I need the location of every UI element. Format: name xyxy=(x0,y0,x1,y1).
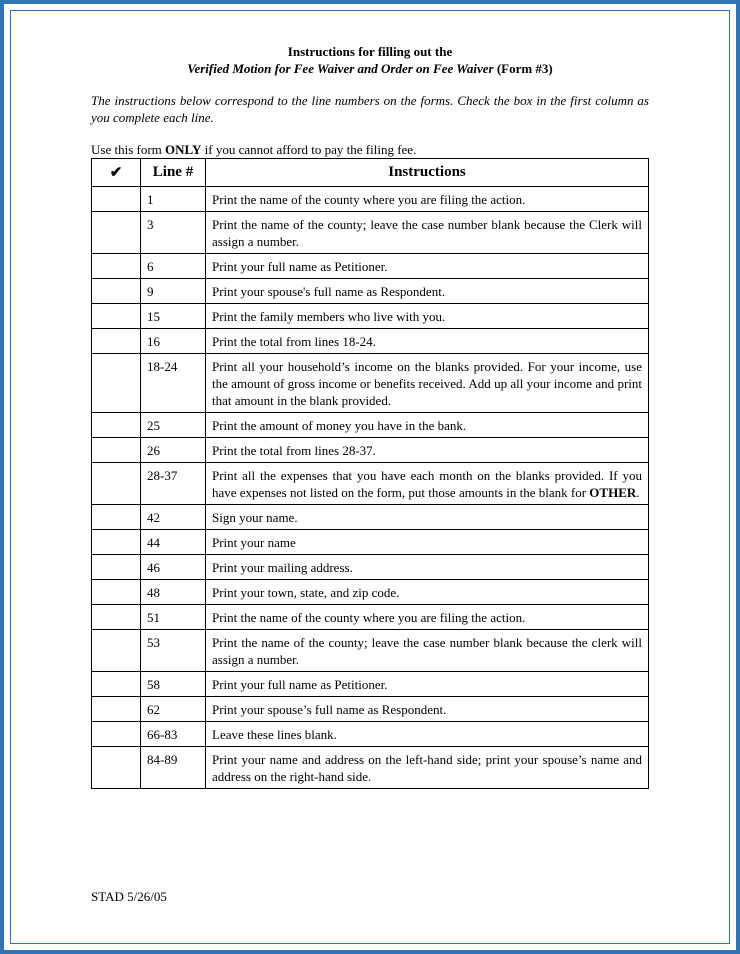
check-box-cell[interactable] xyxy=(92,187,141,212)
form-name-italic: Verified Motion for Fee Waiver and Order on Fee Waiver xyxy=(187,61,494,76)
instruction-text: Print the name of the county where you are filing the action. xyxy=(212,192,526,207)
instruction-text: Print your name xyxy=(212,535,296,550)
line-number-cell: 9 xyxy=(141,279,206,304)
instruction-text-cell xyxy=(206,354,649,413)
check-box-cell[interactable] xyxy=(92,697,141,722)
instruction-text: Print the family members who live with you. xyxy=(212,309,446,324)
instruction-text: Print your full name as Petitioner. xyxy=(212,259,388,274)
table-row xyxy=(92,438,649,463)
line-number-cell: 62 xyxy=(141,697,206,722)
instruction-text-cell xyxy=(206,438,649,463)
check-box-cell[interactable] xyxy=(92,605,141,630)
instruction-tail-text: . xyxy=(636,485,640,500)
use-line-before: Use this form xyxy=(91,142,166,157)
line-number-cell: 15 xyxy=(141,304,206,329)
check-box-cell[interactable] xyxy=(92,354,141,413)
instruction-text: Print the name of the county; leave the case number blank because the Clerk will assign a number. xyxy=(212,217,642,249)
check-box-cell[interactable] xyxy=(92,672,141,697)
footer-code: STAD 5/26/05 xyxy=(91,889,167,904)
use-line xyxy=(91,142,416,158)
instruction-text: Print the name of the county where you are filing the action. xyxy=(212,610,526,625)
line-number-cell: 6 xyxy=(141,254,206,279)
instruction-text: Print your mailing address. xyxy=(212,560,353,575)
check-box-cell[interactable] xyxy=(92,413,141,438)
table-row xyxy=(92,187,649,212)
instruction-text: Print the amount of money you have in the bank. xyxy=(212,418,467,433)
line-column-header: Line # xyxy=(141,159,206,187)
check-box-cell[interactable] xyxy=(92,438,141,463)
check-box-cell[interactable] xyxy=(92,630,141,672)
table-row xyxy=(92,254,649,279)
instruction-text-cell xyxy=(206,555,649,580)
form-number: (Form #3) xyxy=(493,61,553,76)
instruction-text-cell xyxy=(206,329,649,354)
instruction-text-cell xyxy=(206,413,649,438)
instruction-text-cell xyxy=(206,304,649,329)
table-row xyxy=(92,555,649,580)
instruction-text-cell xyxy=(206,505,649,530)
instructions-column-header: Instructions xyxy=(206,159,649,187)
check-box-cell[interactable] xyxy=(92,463,141,505)
instruction-text: Print your spouse's full name as Respondent. xyxy=(212,284,446,299)
line-number-cell: 28-37 xyxy=(141,463,206,505)
instruction-text-cell xyxy=(206,212,649,254)
line-number-cell: 51 xyxy=(141,605,206,630)
instruction-text: Sign your name. xyxy=(212,510,298,525)
instruction-text: Print all the expenses that you have each month on the blanks provided. If you have expenses not listed on the form, put those amounts in the blank for xyxy=(212,468,642,500)
instruction-text-cell xyxy=(206,279,649,304)
check-box-cell[interactable] xyxy=(92,304,141,329)
line-number-cell: 25 xyxy=(141,413,206,438)
table-row xyxy=(92,329,649,354)
table-row xyxy=(92,304,649,329)
table-row xyxy=(92,697,649,722)
instruction-text-cell xyxy=(206,530,649,555)
instruction-text: Print the total from lines 18-24. xyxy=(212,334,376,349)
form-name xyxy=(0,61,740,77)
line-number-cell: 48 xyxy=(141,580,206,605)
check-box-cell[interactable] xyxy=(92,505,141,530)
instruction-text: Print the name of the county; leave the case number blank because the clerk will assign a number. xyxy=(212,635,642,667)
table-row xyxy=(92,630,649,672)
line-number-cell: 46 xyxy=(141,555,206,580)
check-box-cell[interactable] xyxy=(92,279,141,304)
table-row xyxy=(92,354,649,413)
table-row xyxy=(92,279,649,304)
instruction-text: Print your town, state, and zip code. xyxy=(212,585,400,600)
use-line-after: if you cannot afford to pay the filing fee. xyxy=(201,142,417,157)
line-number-cell: 58 xyxy=(141,672,206,697)
instruction-text: Print all your household’s income on the blanks provided. For your income, use the amount of gross income or benefits received. Add up all your income and print that amount in the blank provided. xyxy=(212,359,642,408)
instruction-text-cell xyxy=(206,672,649,697)
instruction-text: Print your name and address on the left-hand side; print your spouse’s name and address on the right-hand side. xyxy=(212,752,642,784)
line-number-cell: 3 xyxy=(141,212,206,254)
checkmark-icon: ✔ xyxy=(109,165,123,181)
instruction-bold-text: OTHER xyxy=(589,485,637,500)
table-row xyxy=(92,463,649,505)
line-number-cell: 26 xyxy=(141,438,206,463)
check-box-cell[interactable] xyxy=(92,580,141,605)
instruction-text-cell xyxy=(206,463,649,505)
check-box-cell[interactable] xyxy=(92,555,141,580)
line-number-cell: 18-24 xyxy=(141,354,206,413)
instruction-text-cell xyxy=(206,605,649,630)
table-row xyxy=(92,505,649,530)
table-row xyxy=(92,530,649,555)
instruction-text-cell xyxy=(206,630,649,672)
page-title: Instructions for filling out the xyxy=(287,44,453,59)
line-number-cell: 84-89 xyxy=(141,747,206,789)
table-row xyxy=(92,722,649,747)
instruction-text-cell xyxy=(206,722,649,747)
instruction-text: Print your spouse’s full name as Respondent. xyxy=(212,702,447,717)
intro-text: The instructions below correspond to the line numbers on the forms. Check the box in the first column as you complete each line. xyxy=(91,93,649,125)
check-box-cell[interactable] xyxy=(92,530,141,555)
table-row xyxy=(92,605,649,630)
line-number-cell: 66-83 xyxy=(141,722,206,747)
line-number-cell: 16 xyxy=(141,329,206,354)
table-row xyxy=(92,580,649,605)
use-line-bold: ONLY xyxy=(165,142,202,157)
line-number-cell: 42 xyxy=(141,505,206,530)
instruction-text-cell xyxy=(206,697,649,722)
table-header-row xyxy=(92,159,649,187)
table-row xyxy=(92,747,649,789)
instruction-text-cell xyxy=(206,747,649,789)
check-box-cell[interactable] xyxy=(92,329,141,354)
instruction-text: Print your full name as Petitioner. xyxy=(212,677,388,692)
check-box-cell[interactable] xyxy=(92,722,141,747)
instruction-text-cell xyxy=(206,187,649,212)
check-box-cell[interactable] xyxy=(92,747,141,789)
check-column-header xyxy=(92,159,141,187)
line-number-cell: 44 xyxy=(141,530,206,555)
instruction-text: Print the total from lines 28-37. xyxy=(212,443,376,458)
table-row xyxy=(92,672,649,697)
instruction-text: Leave these lines blank. xyxy=(212,727,337,742)
instruction-text-cell xyxy=(206,254,649,279)
instructions-table xyxy=(91,158,649,789)
table-row xyxy=(92,212,649,254)
check-box-cell[interactable] xyxy=(92,212,141,254)
check-box-cell[interactable] xyxy=(92,254,141,279)
line-number-cell: 53 xyxy=(141,630,206,672)
line-number-cell: 1 xyxy=(141,187,206,212)
instruction-text-cell xyxy=(206,580,649,605)
table-row xyxy=(92,413,649,438)
